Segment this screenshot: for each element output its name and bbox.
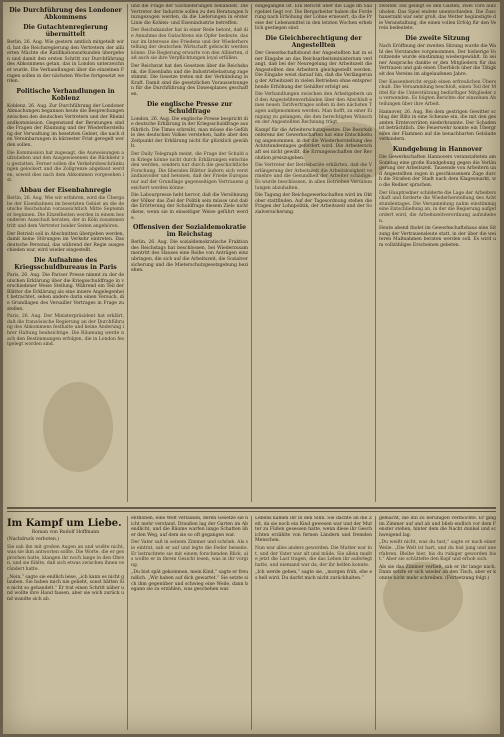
article-paragraph: Paris, 26. Aug. Der Ministerpräsident hat erklärt, daß die französische Regierung an der Durchführung des Abkommens festhalte und keine Änderung ihrer Haltung beabsichtige. Die Räumung werde nach den Bestimmungen erfolgen, die in London festgelegt worden sind. xyxy=(7,314,124,348)
section-divider-thin xyxy=(7,511,496,512)
article-paragraph: Der Gewerkschaftsbund der Angestellten hat in einer Eingabe an das Reichsarbeitsministerium verlangt, daß bei der Neuregelung der Arbeitszeit die Angestellten den Arbeitern gleichgestellt werden. Die Eingabe weist darauf hin, daß die Verlängerung der Arbeitszeit in vielen Betrieben ohne entsprechende Erhöhung der Gehälter erfolgt sei. xyxy=(255,50,372,90)
article-headline: Abbau der Eisenbahnregie xyxy=(19,187,112,195)
article-headline: Die zweite Sitzung xyxy=(405,34,470,42)
serial-column-1 xyxy=(7,516,124,730)
newspaper-page xyxy=(3,2,500,734)
article-paragraph: Lebens kamen ihr in den Sinn. Sie dachte an die Zeit, da sie noch ein Kind gewesen war und der Mutter zu Füßen gesessen hatte, wenn diese ihr Geschichten erzählte von fernen Ländern und fremden Menschen. xyxy=(255,516,372,544)
article-paragraph: Nach Eröffnung der zweiten Sitzung wurde die Wahl des Vorstandes vorgenommen. Der bisherige Vorsitzende wurde einstimmig wiedergewählt. In seiner Ansprache dankte er den Mitgliedern für das Vertrauen und gab einen Überblick über die Tätigkeit des Vereins im abgelaufenen Jahre. xyxy=(379,43,496,77)
article-paragraph: Berlin, 26. Aug. Wie wir erfahren, wird die Übergabe der Eisenbahnen im besetzten Gebiet an die deutsche Reichsbahn voraussichtlich Mitte September beginnen. Die Einzelheiten werden in einem besonderen Ausschuß beraten, der in Köln zusammentritt und dem Vertreter beider Seiten angehören. xyxy=(7,196,124,230)
article-headline: Politische Verhandlungen in Koblenz xyxy=(16,87,115,102)
article-paragraph: „Nein,“ sagte sie endlich leise, „ich kann es nicht glauben. Sie haben mich nie geliebt, sonst hätten Sie nicht so gehandelt.“ Er trat einen Schritt näher und wollte ihre Hand fassen, aber sie wich zurück und wandte sich ab. xyxy=(7,574,124,602)
serial-column-3 xyxy=(255,516,372,730)
article-paragraph: „Du weißt nicht, was du tust,“ sagte er nach einer Weile. „Die Welt ist hart, und du bist jung und unerfahren. Bleibe hier, bis du ruhiger geworden bist.“ Aber sie schüttelte den Kopf und erhob sich. xyxy=(379,540,496,563)
article-paragraph: Kampf für die Arbeiterschutzgesetze. Die Bezirkskonferenz der Gewerkschaften hat eine Entschließung angenommen, in der die Wiederherstellung des Achtstundentages gefordert wird. Die Arbeiterschaft sei nicht gewillt, die Errungenschaften der Revolution preiszugeben. xyxy=(255,127,372,161)
serial-column-2 xyxy=(131,516,248,730)
article-paragraph: Die Gewerkschaften Hannovers veranstalteten am Sonntag eine große Kundgebung gegen die Verlängerung der Arbeitszeit. Tausende von Arbeitern und Angestellten zogen in geschlossenem Zuge durch die Straßen der Stadt nach dem Klagesmarkt, wo die Redner sprachen. xyxy=(379,155,496,189)
article-paragraph: Die Labourpresse hebt hervor, daß die Versöhnung der Völker das Ziel der Politik sein müsse und daß die Erörterung der Schuldfrage diesem Ziele nicht diene, wenn sie in einseitiger Weise geführt werde. xyxy=(131,193,248,221)
article-paragraph: Der Reichskanzler hat in einer Rede betont, daß die Annahme des Gutachtens ein Opfer bedeute, das nur im Interesse des Friedens und der Wiederherstellung der deutschen Wirtschaft gebracht werden könne. Die Regierung erwarte von den Alliierten, daß auch sie ihre Verpflichtungen loyal erfüllen. xyxy=(131,28,248,62)
article-paragraph: (Nachdruck verboten.) xyxy=(7,537,59,542)
news-column-2 xyxy=(131,4,248,502)
feuilleton-columns xyxy=(7,516,496,730)
upper-columns xyxy=(7,4,496,502)
news-column-1 xyxy=(7,4,124,502)
column-rule xyxy=(375,516,376,730)
article-paragraph: Die Verhandlungen zwischen den Arbeitgebern und den Angestelltenverbänden über den Abschluß eines neuen Tarifvertrages sollen in den nächsten Tagen aufgenommen werden. Man hofft, zu einer Einigung zu gelangen, die den berechtigten Wünschen der Angestellten Rechnung trägt. xyxy=(255,92,372,126)
article-paragraph: Der Kassenbericht ergab einen erfreulichen Überschuß. Die Versammlung beschloß, einen Teil der Mittel für die Unterstützung bedürftiger Mitglieder zu verwenden. Es folgten Berichte der einzelnen Abteilungen über ihre Arbeit. xyxy=(379,79,496,107)
article-headline: Die Aufnahme des Kriegsschuldbureaus in Paris xyxy=(14,257,117,271)
article-headline: Die Durchführung des Londoner Abkommens xyxy=(9,7,122,21)
article-paragraph: zweiten Teil gelingt es den Gästen, zwei Tore aufzuholen. Das Spiel endete unentschieden. Die Zuschauerzahl war sehr groß, das Wetter begünstigte die Veranstaltung, die einen vollen Erfolg für den Verein bedeutete. xyxy=(379,4,496,32)
article-paragraph: gemacht, die ihn zu beruhigen vermochte. Er ging im Zimmer auf und ab und blieb endlich vor dem Fenster stehen, hinter dem die Nacht dunkel und schweigend lag. xyxy=(379,516,496,538)
article-paragraph: „Du bist spät gekommen, mein Kind,“ sagte er freundlich. „Wir haben auf dich gewartet.“ Sie setzte sich ihm gegenüber und schwieg eine Weile, dann begann sie zu erzählen, was geschehen war. xyxy=(131,570,248,593)
column-rule xyxy=(251,516,252,730)
article-paragraph: Koblenz, 26. Aug. Zur Durchführung der Londoner Abmachungen begannen heute die Besprechungen zwischen den deutschen Vertretern und der Rheinlandkommission. Gegenstand der Beratungen sind die Fragen der Räumung und der Wiederherstellung der Verwaltung im besetzten Gebiet, die nach den Vereinbarungen in kürzester Frist geregelt werden sollen. xyxy=(7,103,124,148)
article-paragraph: Der Reichsrat hat den Gesetzen über die Reichsbank, die Eisenbahn und die Industriebelastung zugestimmt. Die Gesetze treten mit der Verkündung in Kraft. Damit sind die gesetzlichen Voraussetzungen für die Durchführung des Dawesplanes geschaffen. xyxy=(131,63,248,97)
article-headline: Die Gleichberechtigung der Angestellten xyxy=(265,34,362,49)
article-headline: Offensiven der Sozialdemokratie im Reichstag xyxy=(132,224,247,239)
article-paragraph: Die Vertreter der Betriebsräte erklärten, daß die Verlängerung der Arbeitszeit die Arbeitslosigkeit vermehre und die Gesundheit der Arbeiter schädige. Es wurde beschlossen, in allen Betrieben Versammlungen abzuhalten. xyxy=(255,163,372,191)
byline: Roman von Rudolf Hoffmann xyxy=(31,530,100,535)
article-paragraph: Der Vater saß in seinem Zimmer und schrieb. Als sie eintrat, sah er auf und legte die Feder beiseite. Er betrachtete sie mit einem forschenden Blick, als wollte er in ihrem Gesicht lesen, was in ihr vorging. xyxy=(131,540,248,568)
article-headline: Die Gutachtenregierung übermittelt xyxy=(23,24,108,38)
article-headline: Die englische Presse zur Schuldfrage xyxy=(146,100,233,115)
article-paragraph: London, 26. Aug. Die englische Presse bespricht die deutsche Erklärung in der Kriegsschuldfrage ausführlich. Die Times schreibt, man müsse die Gefühle des deutschen Volkes verstehen, halte aber den Zeitpunkt der Erklärung nicht für glücklich gewählt. xyxy=(131,116,248,150)
article-paragraph: Berlin, 26. Aug. Die sozialdemokratische Fraktion des Reichstags hat beschlossen, bei Wiederzusammentritt des Hauses eine Reihe von Anträgen einzubringen, die sich auf die Arbeitszeit, die Sozialversicherung und die Mieterschutzgesetzgebung beziehen. xyxy=(131,240,248,274)
article-paragraph: Der Daily Telegraph meint, die Frage der Schuld am Kriege könne nicht durch Erklärungen entschieden werden, sondern nur durch die geschichtliche Forschung. Die liberalen Blätter äußern sich verständnisvoller und betonen, daß der Friede Europas nur auf der Grundlage gegenseitigen Vertrauens gesichert werden könne. xyxy=(131,152,248,191)
article-paragraph: Paris, 26. Aug. Die Pariser Presse nimmt zu der deutschen Erklärung über die Kriegsschuldfrage in verschiedener Weise Stellung. Während ein Teil der Blätter die Erklärung als eine innere Angelegenheit betrachtet, sehen andere darin einen Versuch, die Grundlagen des Versailler Vertrages in Frage zu stellen. xyxy=(7,273,124,312)
article-paragraph: entflohen, eine Welt verlassen, deren Gesetze sie nicht mehr verstand. Draußen lag der Garten im Abendlicht, und die Bäume warfen lange Schatten über den Weg, auf dem sie so oft gegangen war. xyxy=(131,516,248,538)
article-paragraph: Berlin, 26. Aug. Wie gestern amtlich mitgeteilt wird, hat die Reichsregierung den Vertretern der alliierten Mächte die Ratifikationsurkunden übergeben und damit den ersten Schritt zur Durchführung des Abkommens getan, das in London unterzeichnet wurde. Die Verhandlungen über die einzelnen Fragen sollen in der nächsten Woche fortgesetzt werden. xyxy=(7,40,124,85)
column-rule xyxy=(251,4,252,502)
article-paragraph: Als sie das Zimmer verließ, sah er ihr lange nach. Dann setzte er sich wieder an den Tisch, aber er konnte nicht mehr schreiben. (Fortsetzung folgt.) xyxy=(379,564,496,581)
article-paragraph: Nun war alles anders geworden. Die Mutter war tot, und der Vater war alt und müde. Sie allein mußte jetzt die Last tragen, die das Leben ihr auferlegt hatte, und niemand war da, der ihr helfen konnte. xyxy=(255,545,372,568)
article-paragraph: Der Betrieb soll in Abschnitten übergeben werden, damit keine Störungen im Verkehr eintreten. Das deutsche Personal, das während der Regie ausgeschieden war, wird wieder eingestellt. xyxy=(7,231,124,254)
article-paragraph: Die Tagung der Reichsgewerkschaften wird im Oktober stattfinden. Auf der Tagesordnung stehen die Fragen der Lohnpolitik, der Arbeitszeit und der Sozialversicherung. xyxy=(255,193,372,215)
news-column-3 xyxy=(255,4,372,502)
article-paragraph: „Ich werde gehen,“ sagte sie, „morgen früh, ehe es hell wird. Du darfst mich nicht zurückhalten.“ xyxy=(255,570,372,581)
article-paragraph: und die Frage der Sachlieferungen behandelt. Die Vertreter der Industrie sollen zu den Beratungen hinzugezogen werden, da die Lieferungen in erster Linie die Kohlen- und Eisenindustrie betreffen. xyxy=(131,4,248,26)
article-paragraph: Der Hauptredner schilderte die Lage der Arbeiterschaft und forderte die Wiederherstellung des Achtstundentages. Die Versammlung nahm einstimmig eine Entschließung an, in der die Regierung aufgefordert wird, die Arbeitszeitverordnung aufzuheben. xyxy=(379,190,496,224)
article-paragraph: eingegangen ist. Ein Bericht über die Lage im Saargebiet liegt vor. Die Bergarbeiter haben die Forderung nach Erhöhung der Löhne erneuert, da die Preise der Lebensmittel in den letzten Wochen erheblich gestiegen sind. xyxy=(255,4,372,32)
column-rule xyxy=(127,516,128,730)
column-rule xyxy=(375,4,376,502)
column-rule xyxy=(127,4,128,502)
article-paragraph: Sie sah ihn mit großen Augen an und wußte nicht, was sie ihm antworten sollte. Die Worte, die er gesprochen hatte, klangen ihr noch lange in den Ohren, und sie fühlte, daß sich etwas zwischen ihnen verändert hatte. xyxy=(7,544,124,572)
serial-title: Im Kampf um Liebe. xyxy=(7,518,122,529)
serial-column-4 xyxy=(379,516,496,730)
article-paragraph: Hannover, 26. Aug. Bei dem gestrigen Gewitter schlug der Blitz in eine Scheune ein, die mit den gesamten Erntevorräten niederbrannte. Der Schaden ist beträchtlich. Die Feuerwehr konnte ein Übergreifen der Flammen auf die benachbarten Gebäude verhindern. xyxy=(379,109,496,143)
article-paragraph: Heute abend findet im Gewerkschaftshaus eine Sitzung der Vertrauensleute statt, in der über die weiteren Maßnahmen beraten werden soll. Es wird um vollzähliges Erscheinen gebeten. xyxy=(379,226,496,248)
section-divider xyxy=(7,507,496,509)
news-column-4 xyxy=(379,4,496,502)
article-paragraph: Die Kommission hat zugesagt, die Ausweisungen aufzuheben und den Ausgewiesenen die Rückkehr zu gestatten. Ferner sollen die Verkehrsbeschränkungen gelockert und die Zollgrenze abgebaut werden, soweit dies nach dem Abkommen vorgesehen ist. xyxy=(7,150,124,184)
article-headline: Kundgebung in Hannover xyxy=(392,146,483,154)
